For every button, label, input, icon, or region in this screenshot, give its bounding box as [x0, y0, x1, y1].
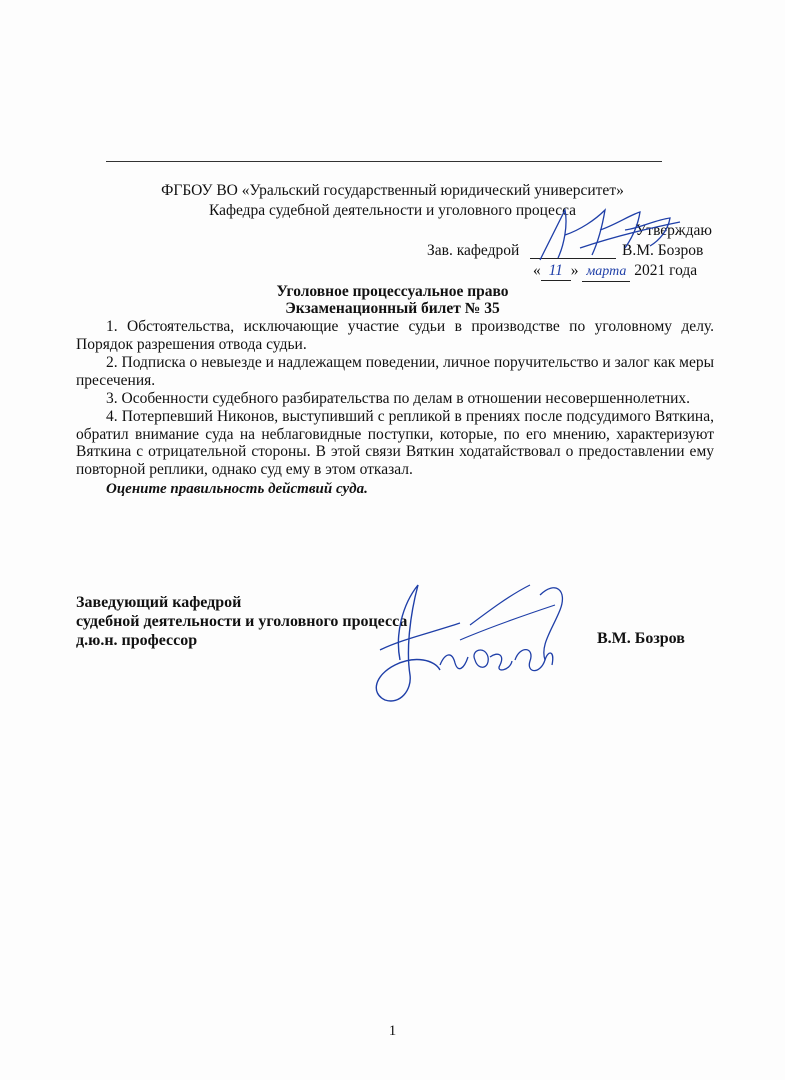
approval-signature-icon	[520, 200, 690, 270]
university-name: ФГБОУ ВО «Уральский государственный юридический университет»	[161, 182, 624, 199]
signer-degree: д.ю.н. профессор	[76, 632, 198, 649]
department-name: Кафедра судебной деятельности и уголовного процесса	[208, 202, 577, 219]
date-month: марта	[582, 263, 630, 282]
signer-name: В.М. Бозров	[597, 630, 685, 647]
question-4: 4. Потерпевший Никонов, выступивший с репликой в прениях после подсудимого Вяткина, обратил внимание суда на неблаговидные поступки, которые, по его мнению, характеризуют Вяткина с отрицательной стороны. В этой связи Вяткин ходатайствовал о предоставлении ему повторной реплики, однако суд ему в этом отказал.	[76, 408, 714, 478]
head-signature-icon	[340, 565, 580, 715]
date-year: 2021 года	[634, 262, 698, 279]
page-number: 1	[388, 1023, 397, 1039]
approve-label: Утверждаю	[635, 222, 712, 239]
task-instruction: Оцените правильность действий суда.	[106, 481, 368, 497]
question-3: 3. Особенности судебного разбирательства по делам в отношении несовершеннолетних.	[106, 390, 691, 407]
top-rule	[106, 161, 662, 162]
date-day: 11	[541, 262, 571, 281]
head-label: Зав. кафедрой	[427, 242, 520, 259]
ticket-title: Экзаменационный билет № 35	[285, 300, 500, 317]
signer-department: судебной деятельности и уголовного процесса	[76, 613, 408, 630]
subject-title: Уголовное процессуальное право	[276, 283, 509, 300]
date-quote-close: »	[570, 262, 579, 279]
signer-position: Заведующий кафедрой	[76, 594, 242, 611]
question-1: 1. Обстоятельства, исключающие участие судьи в производстве по уголовному делу. Порядок разрешения отвода судьи.	[76, 318, 714, 353]
head-name: В.М. Бозров	[622, 242, 704, 259]
question-2: 2. Подписка о невыезде и надлежащем поведении, личное поручительство и залог как меры пресечения.	[76, 354, 714, 389]
date-quote-open: «	[533, 262, 541, 279]
